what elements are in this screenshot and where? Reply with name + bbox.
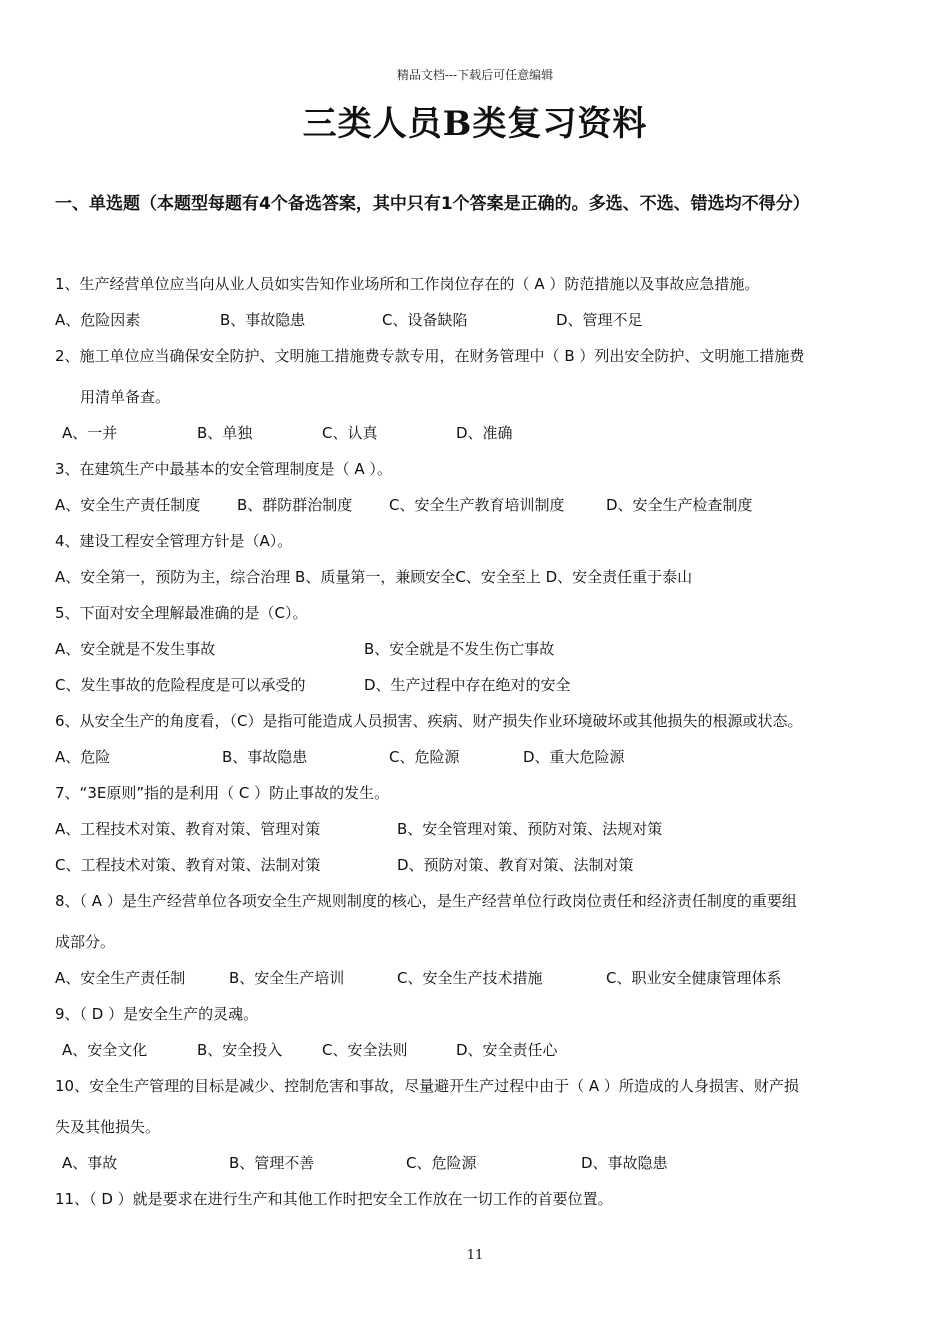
q6-option-a: A、危险 bbox=[55, 748, 111, 766]
q1-option-a: A、危险因素 bbox=[55, 311, 141, 329]
document-title: 三类人员B类复习资料 bbox=[302, 104, 648, 144]
q10-option-a: A、事故 bbox=[62, 1154, 118, 1172]
q7-option-b: B、安全管理对策、预防对策、法规对策 bbox=[397, 820, 663, 838]
q7-option-c: C、工程技术对策、教育对策、法制对策 bbox=[55, 856, 321, 874]
q2-option-a: A、一并 bbox=[62, 424, 118, 442]
q9-option-a: A、安全文化 bbox=[62, 1041, 148, 1059]
q3-option-a: A、安全生产责任制度 bbox=[55, 496, 201, 514]
question-4: 4、建设工程安全管理方针是（A）。 bbox=[55, 532, 293, 550]
question-7: 7、“3E原则”指的是利用（ C ）防止事故的发生。 bbox=[55, 784, 390, 802]
q6-option-b: B、事故隐患 bbox=[222, 748, 308, 766]
section-heading: 一、单选题（本题型每题有4个备选答案，其中只有1个答案是正确的。多选、不选、错选均不得分） bbox=[55, 194, 810, 214]
q9-option-b: B、安全投入 bbox=[197, 1041, 283, 1059]
q9-option-d: D、安全责任心 bbox=[456, 1041, 558, 1059]
q10-option-c: C、危险源 bbox=[406, 1154, 477, 1172]
question-2-cont: 用清单备查。 bbox=[80, 388, 171, 406]
question-5: 5、下面对安全理解最准确的是（C）。 bbox=[55, 604, 308, 622]
q4-options: A、安全第一，预防为主，综合治理 B、质量第一，兼顾安全C、安全至上 D、安全责任重于泰山 bbox=[55, 568, 693, 586]
question-10-cont: 失及其他损失。 bbox=[55, 1118, 161, 1136]
question-2: 2、施工单位应当确保安全防护、文明施工措施费专款专用，在财务管理中（ B ）列出安全防护、文明施工措施费 bbox=[55, 347, 805, 365]
question-3: 3、在建筑生产中最基本的安全管理制度是（ A ）。 bbox=[55, 460, 392, 478]
q3-option-b: B、群防群治制度 bbox=[237, 496, 353, 514]
q6-option-d: D、重大危险源 bbox=[523, 748, 625, 766]
q7-option-d: D、预防对策、教育对策、法制对策 bbox=[397, 856, 634, 874]
question-11: 11、（ D ）就是要求在进行生产和其他工作时把安全工作放在一切工作的首要位置。 bbox=[55, 1190, 613, 1208]
question-1: 1、生产经营单位应当向从业人员如实告知作业场所和工作岗位存在的（ A ）防范措施以及事故应急措施。 bbox=[55, 275, 760, 293]
q10-option-d: D、事故隐患 bbox=[581, 1154, 668, 1172]
q9-option-c: C、安全法则 bbox=[322, 1041, 408, 1059]
question-9: 9、（ D ）是安全生产的灵魂。 bbox=[55, 1005, 259, 1023]
page-number: 11 bbox=[466, 1248, 484, 1263]
q2-option-b: B、单独 bbox=[197, 424, 253, 442]
q7-option-a: A、工程技术对策、教育对策、管理对策 bbox=[55, 820, 321, 838]
q5-option-d: D、生产过程中存在绝对的安全 bbox=[364, 676, 571, 694]
q5-option-b: B、安全就是不发生伤亡事故 bbox=[364, 640, 555, 658]
q1-option-b: B、事故隐患 bbox=[220, 311, 306, 329]
q8-option-b: B、安全生产培训 bbox=[229, 969, 345, 987]
question-6: 6、从安全生产的角度看，（C）是指可能造成人员损害、疾病、财产损失作业环境破坏或其他损失的根源或状态。 bbox=[55, 712, 803, 730]
question-8-cont: 成部分。 bbox=[55, 933, 116, 951]
q2-option-d: D、准确 bbox=[456, 424, 513, 442]
q1-option-c: C、设备缺陷 bbox=[382, 311, 468, 329]
q8-option-a: A、安全生产责任制 bbox=[55, 969, 186, 987]
q5-option-c: C、发生事故的危险程度是可以承受的 bbox=[55, 676, 306, 694]
question-8: 8、（ A ）是生产经营单位各项安全生产规则制度的核心，是生产经营单位行政岗位责任和经济责任制度的重要组 bbox=[55, 892, 797, 910]
q5-option-a: A、安全就是不发生事故 bbox=[55, 640, 216, 658]
q2-option-c: C、认真 bbox=[322, 424, 378, 442]
q8-option-d: C、职业安全健康管理体系 bbox=[606, 969, 782, 987]
q10-option-b: B、管理不善 bbox=[229, 1154, 315, 1172]
q3-option-d: D、安全生产检查制度 bbox=[606, 496, 753, 514]
header-note: 精品文档---下载后可任意编辑 bbox=[396, 68, 554, 82]
q8-option-c: C、安全生产技术措施 bbox=[397, 969, 543, 987]
q6-option-c: C、危险源 bbox=[389, 748, 460, 766]
question-10: 10、安全生产管理的目标是减少、控制危害和事故，尽量避开生产过程中由于（ A ）所造成的人身损害、财产损 bbox=[55, 1077, 799, 1095]
q3-option-c: C、安全生产教育培训制度 bbox=[389, 496, 565, 514]
q1-option-d: D、管理不足 bbox=[556, 311, 643, 329]
